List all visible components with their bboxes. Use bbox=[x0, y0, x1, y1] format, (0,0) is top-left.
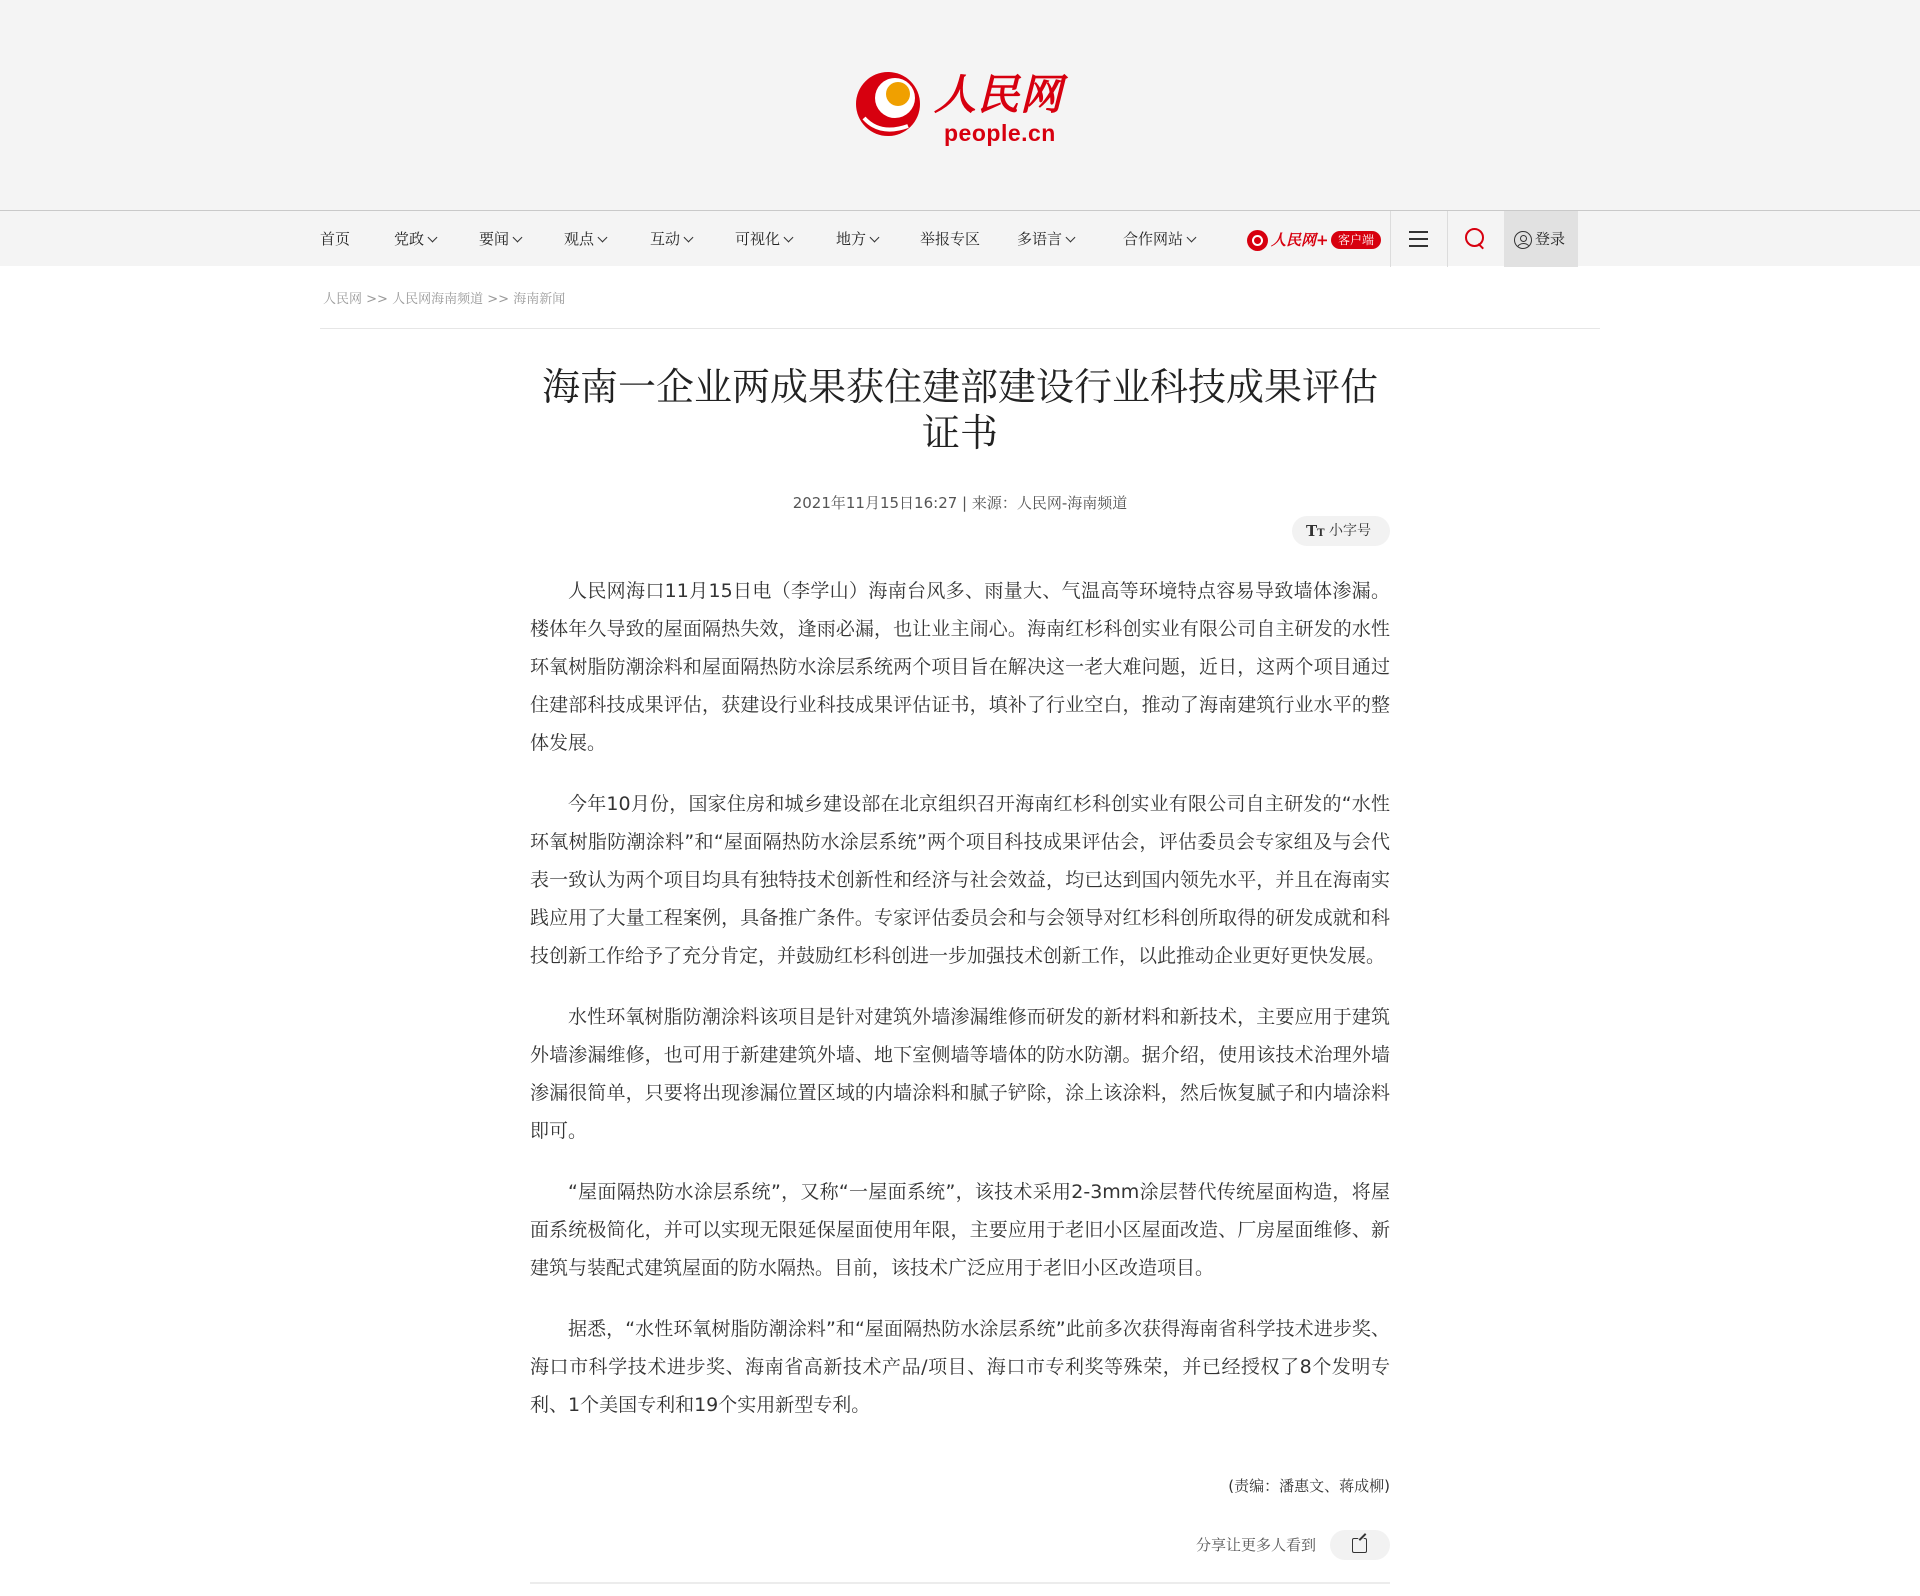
share-text: 分享让更多人看到 bbox=[1196, 1536, 1317, 1554]
chevron-down-icon bbox=[513, 233, 523, 243]
article-bottom-divider bbox=[530, 1582, 1390, 1584]
main-nav bbox=[0, 210, 1920, 266]
article-paragraph: 据悉，“水性环氧树脂防潮涂料”和“屋面隔热防水涂层系统”此前多次获得海南省科学技术进步奖、海口市科学技术进步奖、海南省高新技术产品/项目、海口市专利奖等殊荣，并已经授权了8个发明专利、1个美国专利和19个实用新型专利。 bbox=[530, 1318, 1390, 1416]
login-button[interactable] bbox=[1504, 211, 1578, 267]
article-paragraph: 今年10月份，国家住房和城乡建设部在北京组织召开海南红杉科创实业有限公司自主研发的“水性环氧树脂防潮涂料”和“屋面隔热防水涂层系统”两个项目科技成果评估会，评估委员会专家组及与会代表一致认为两个项目均具有独特技术创新性和经济与社会效益，均已达到国内领先水平，并且在海南实践应用了大量工程案例，具备推广条件。专家评估委员会和与会领导对红杉科创所取得的研发成就和科技创新工作给予了充分肯定，并鼓励红杉科创进一步加强技术创新工作，以此推动企业更好更快发展。 bbox=[530, 793, 1390, 967]
logo-chinese-text: 人民网 bbox=[934, 70, 1064, 119]
menu-icon[interactable] bbox=[1390, 211, 1446, 267]
chevron-down-icon bbox=[1187, 233, 1197, 243]
chevron-down-icon bbox=[870, 233, 880, 243]
article-body bbox=[530, 572, 1390, 1447]
chevron-down-icon bbox=[1066, 233, 1076, 243]
chevron-down-icon bbox=[784, 233, 794, 243]
breadcrumb-separator: >> bbox=[366, 292, 388, 307]
nav-item-local[interactable]: 地方 bbox=[836, 211, 878, 267]
font-size-toggle[interactable] bbox=[1292, 516, 1390, 546]
chevron-down-icon bbox=[684, 233, 694, 243]
chevron-down-icon bbox=[598, 233, 608, 243]
app-badge: 客户端 bbox=[1331, 231, 1381, 249]
user-icon bbox=[1514, 231, 1532, 249]
font-size-icon: TT bbox=[1306, 522, 1325, 540]
nav-item-home[interactable]: 首页 bbox=[320, 230, 351, 248]
logo-english-text: people.cn bbox=[944, 120, 1056, 146]
font-size-label: 小字号 bbox=[1329, 523, 1371, 539]
article-paragraph: “屋面隔热防水涂层系统”，又称“一屋面系统”，该技术采用2-3mm涂层替代传统屋面构造，将屋面系统极简化，并可以实现无限延保屋面使用年限，主要应用于老旧小区屋面改造、厂房屋面维修、新建筑与装配式建筑屋面的防水隔热。目前，该技术广泛应用于老旧小区改造项目。 bbox=[530, 1181, 1390, 1279]
app-name: 人民网+ bbox=[1271, 231, 1329, 249]
breadcrumb-link-home[interactable]: 人民网 bbox=[323, 292, 363, 307]
breadcrumb-divider bbox=[320, 328, 1600, 329]
header-band bbox=[0, 0, 1920, 210]
article-paragraph: 人民网海口11月15日电（李学山）海南台风多、雨量大、气温高等环境特点容易导致墙体渗漏。楼体年久导致的屋面隔热失效，逢雨必漏，也让业主闹心。海南红杉科创实业有限公司自主研发的水性环氧树脂防潮涂料和屋面隔热防水涂层系统两个项目旨在解决这一老大难问题，近日，这两个项目通过住建部科技成果评估，获建设行业科技成果评估证书，填补了行业空白，推动了海南建筑行业水平的整体发展。 bbox=[530, 580, 1390, 754]
people-logo-icon bbox=[850, 60, 934, 144]
share-icon[interactable] bbox=[1330, 1530, 1390, 1560]
article-editor: (责编：潘惠文、蒋成柳) bbox=[1228, 1477, 1390, 1495]
chevron-down-icon bbox=[428, 233, 438, 243]
site-logo[interactable] bbox=[850, 60, 1072, 152]
people-app-icon bbox=[1247, 230, 1268, 251]
nav-item-opinion[interactable]: 观点 bbox=[564, 211, 606, 267]
nav-item-report[interactable]: 举报专区 bbox=[920, 230, 981, 248]
app-download-link[interactable] bbox=[1247, 211, 1387, 267]
article-paragraph: 水性环氧树脂防潮涂料该项目是针对建筑外墙渗漏维修而研发的新材料和新技术，主要应用于建筑外墙渗漏维修，也可用于新建建筑外墙、地下室侧墙等墙体的防水防潮。据介绍，使用该技术治理外墙渗漏很简单，只要将出现渗漏位置区域的内墙涂料和腻子铲除，涂上该涂料，然后恢复腻子和内墙涂料即可。 bbox=[530, 1006, 1390, 1142]
share-bar bbox=[1196, 1530, 1390, 1560]
breadcrumb-link-hainan[interactable]: 人民网海南频道 bbox=[392, 292, 484, 307]
breadcrumb bbox=[323, 288, 565, 307]
article-title: 海南一企业两成果获住建部建设行业科技成果评估证书 bbox=[541, 365, 1378, 455]
nav-item-languages[interactable]: 多语言 bbox=[1017, 211, 1074, 267]
search-icon[interactable] bbox=[1447, 211, 1503, 267]
nav-item-party[interactable]: 党政 bbox=[394, 211, 436, 267]
breadcrumb-link-hainan-news[interactable]: 海南新闻 bbox=[513, 292, 566, 307]
login-label: 登录 bbox=[1535, 230, 1566, 248]
nav-item-news[interactable]: 要闻 bbox=[479, 211, 521, 267]
breadcrumb-separator: >> bbox=[487, 292, 510, 307]
article-meta: 2021年11月15日16:27 | 来源：人民网-海南频道 bbox=[792, 494, 1128, 512]
nav-item-interact[interactable]: 互动 bbox=[650, 211, 692, 267]
nav-item-visual[interactable]: 可视化 bbox=[735, 211, 792, 267]
nav-item-partners[interactable]: 合作网站 bbox=[1123, 211, 1195, 267]
